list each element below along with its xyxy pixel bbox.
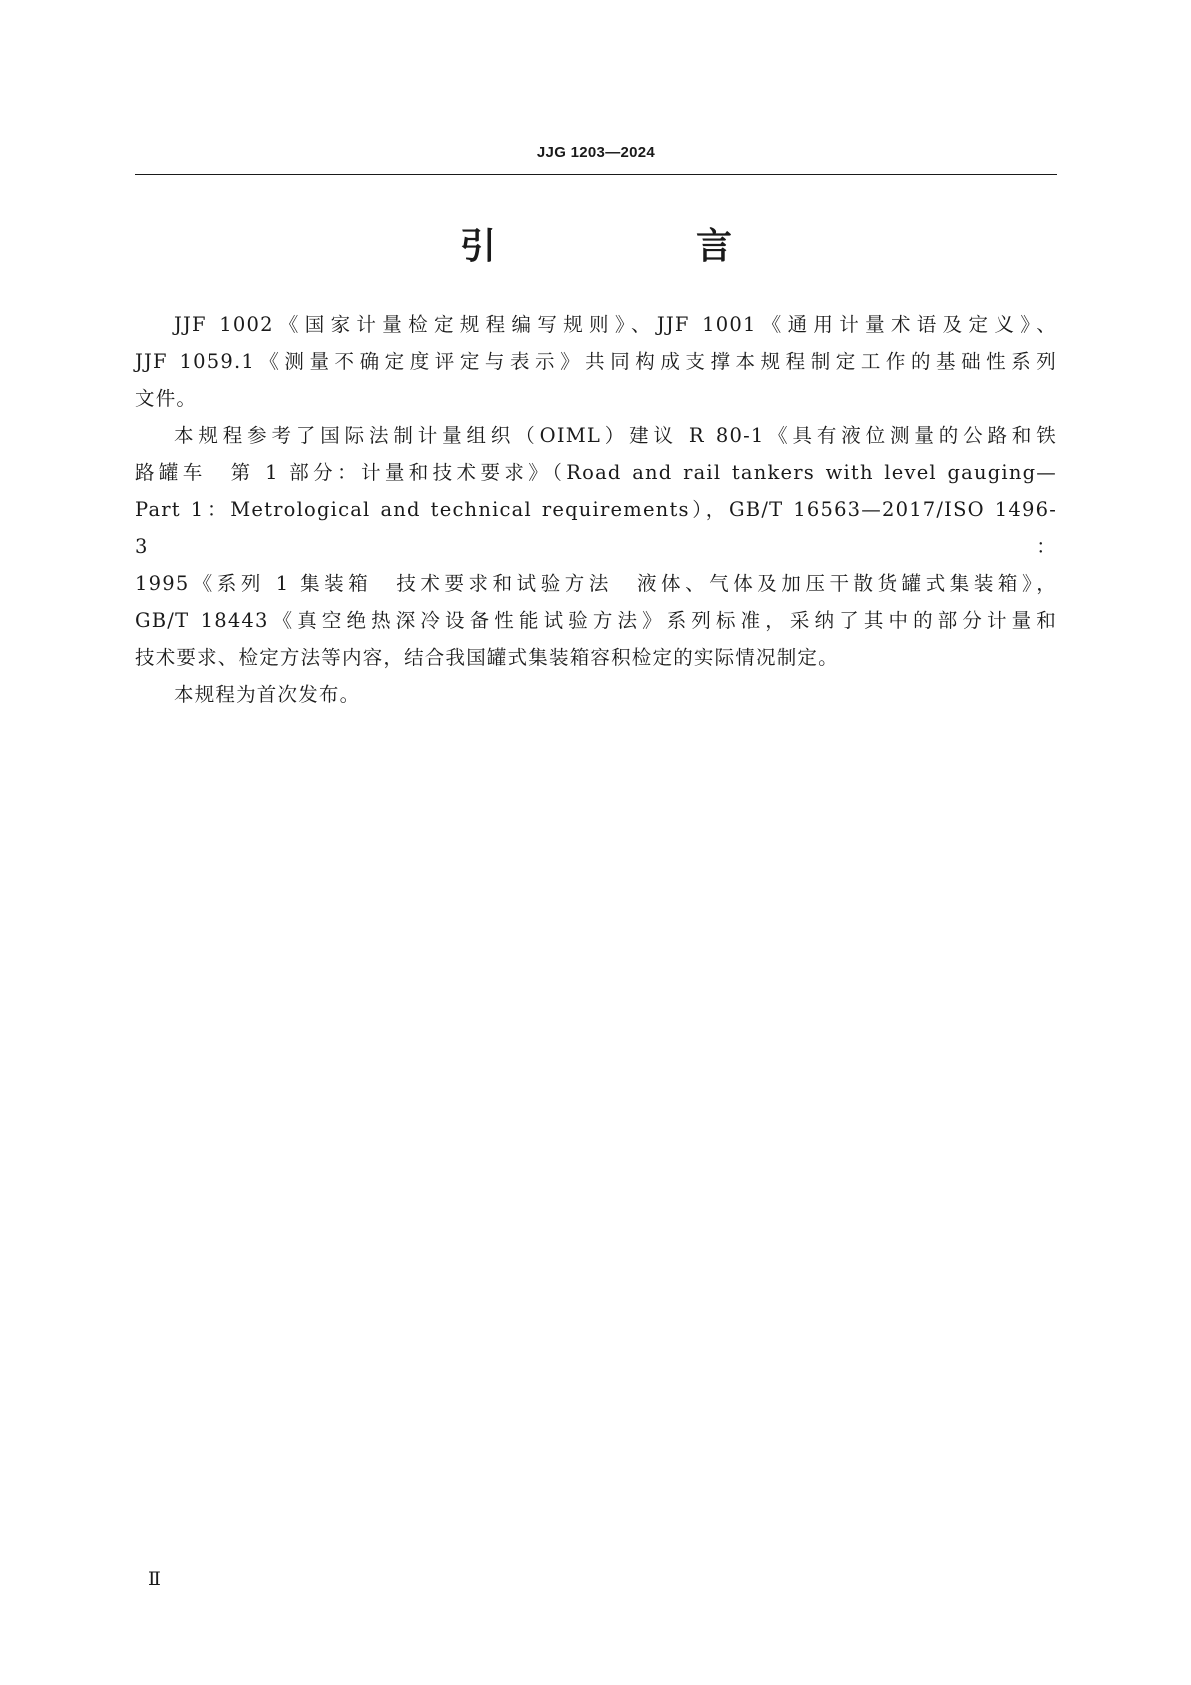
running-header: JJG 1203—2024: [536, 144, 656, 161]
text-line: 路罐车 第 1 部分：计量和技术要求》（Road and rail tankers with level gauging—: [135, 461, 1057, 484]
text-line: Part 1：Metrological and technical requirements），GB/T 16563—2017/ISO 1496-3：: [135, 498, 1057, 558]
text-line: JJF 1059.1《测量不确定度评定与表示》共同构成支撑本规程制定工作的基础性系列: [135, 350, 1057, 373]
body-text: [135, 306, 1057, 713]
text-line: 文件。: [135, 387, 198, 410]
text-line: 技术要求、检定方法等内容，结合我国罐式集装箱容积检定的实际情况制定。: [135, 646, 839, 669]
text-line: 本规程为首次发布。: [174, 683, 361, 706]
text-line: GB/T 18443《真空绝热深冷设备性能试验方法》系列标准，采纳了其中的部分计量和: [135, 609, 1057, 632]
paragraph-1: [135, 306, 1057, 417]
paragraph-2: [135, 417, 1057, 676]
paragraph-3: [135, 676, 1057, 713]
header-rule: [135, 174, 1057, 175]
text-line: 本规程参考了国际法制计量组织（OIML）建议 R 80-1《具有液位测量的公路和铁: [174, 424, 1057, 447]
section-title: 引 言: [459, 226, 814, 267]
text-line: 1995《系列 1 集装箱 技术要求和试验方法 液体、气体及加压干散货罐式集装箱》，: [135, 572, 1057, 595]
text-line: JJF 1002《国家计量检定规程编写规则》、JJF 1001《通用计量术语及定义》、: [174, 313, 1057, 336]
page-number: Ⅱ: [148, 1569, 161, 1590]
